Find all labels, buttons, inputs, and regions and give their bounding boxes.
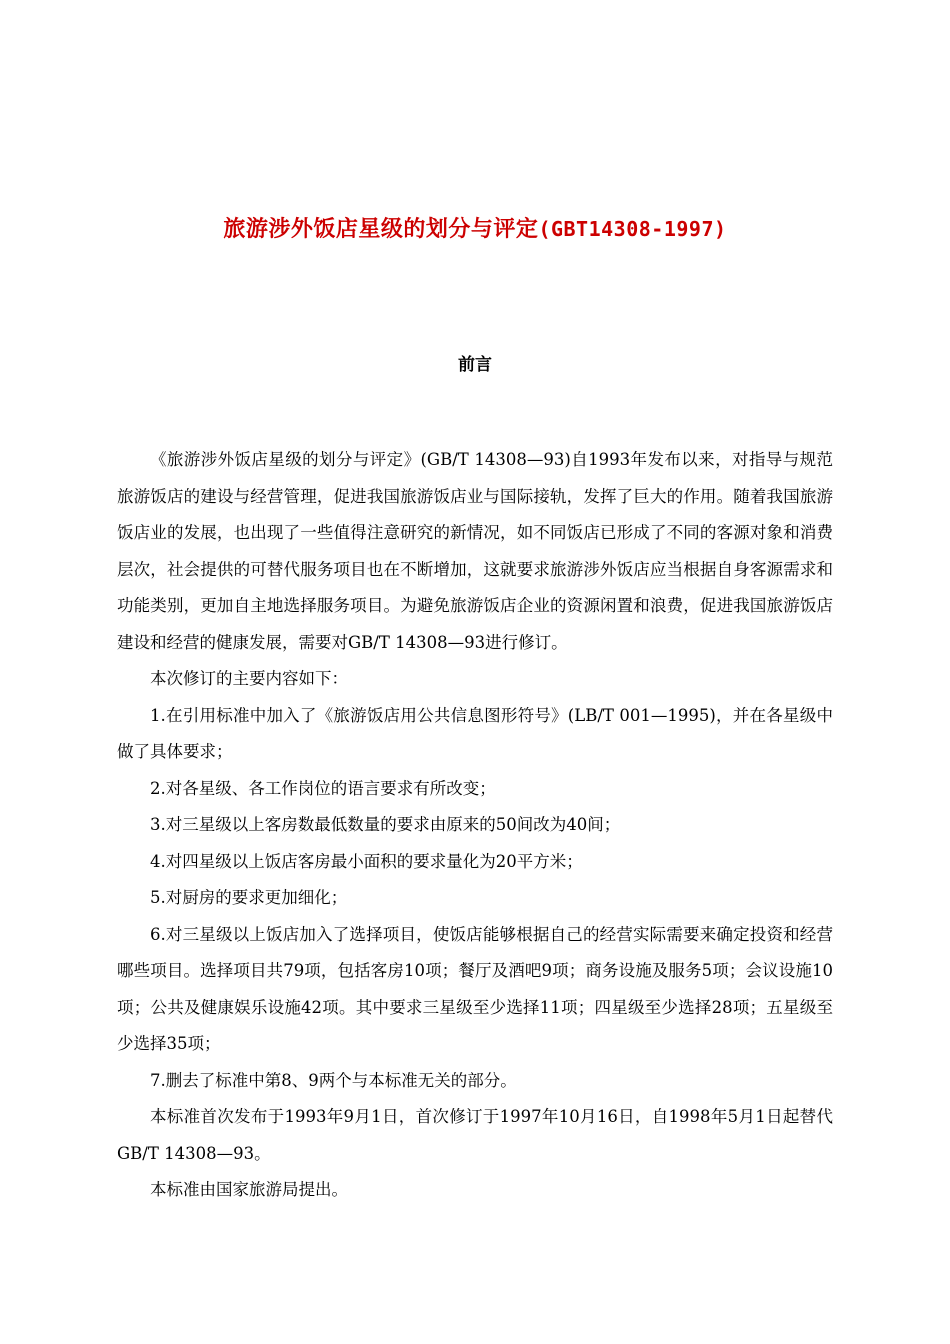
document-body (117, 442, 833, 1209)
paragraph-proposed-by: 本标准由国家旅游局提出。 (150, 1180, 348, 1199)
document-title (0, 212, 950, 243)
paragraph-revision-summary: 本次修订的主要内容如下： (150, 669, 348, 688)
document-title-text: 旅游涉外饭店星级的划分与评定 (223, 216, 539, 242)
list-item-1: 1.在引用标准中加入了《旅游饭店用公共信息图形符号》(LB/T 001—1995)，并在各星级中做了具体要求； (117, 705, 833, 761)
list-item-4: 4.对四星级以上饭店客房最小面积的要求量化为20平方米； (150, 851, 583, 871)
paragraph-publication-dates: 本标准首次发布于1993年9月1日，首次修订于1997年10月16日，自1998年5月1日起替代GB/T 14308—93。 (117, 1107, 833, 1163)
list-item-6: 6.对三星级以上饭店加入了选择项目，使饭店能够根据自己的经营实际需要来确定投资和经营哪些项目。选择项目共79项，包括客房10项；餐厅及酒吧9项；商务设施及服务5项；会议设施10项；公共及健康娱乐设施42项。其中要求三星级至少选择11项；四星级至少选择28项；五星级至少选择35项； (117, 924, 833, 1053)
document-title-code: (GBT14308-1997) (538, 217, 727, 241)
list-item-7: 7.删去了标准中第8、9两个与本标准无关的部分。 (150, 1070, 517, 1090)
section-heading: 前言 (458, 355, 492, 375)
list-item-3: 3.对三星级以上客房数最低数量的要求由原来的50间改为40间； (150, 815, 621, 834)
paragraph-intro: 《旅游涉外饭店星级的划分与评定》(GB/T 14308—93)自1993年发布以来，对指导与规范旅游饭店的建设与经营管理，促进我国旅游饭店业与国际接轨，发挥了巨大的作用。随着我国旅游饭店业的发展，也出现了一些值得注意研究的新情况，如不同饭店已形成了不同的客源对象和消费层次，社会提供的可替代服务项目也在不断增加，这就要求旅游涉外饭店应当根据自身客源需求和功能类别，更加自主地选择服务项目。为避免旅游饭店企业的资源闲置和浪费，促进我国旅游饭店建设和经营的健康发展，需要对GB/T 14308—93进行修订。 (117, 450, 833, 652)
list-item-5: 5.对厨房的要求更加细化； (150, 888, 348, 907)
list-item-2: 2.对各星级、各工作岗位的语言要求有所改变； (150, 778, 496, 798)
